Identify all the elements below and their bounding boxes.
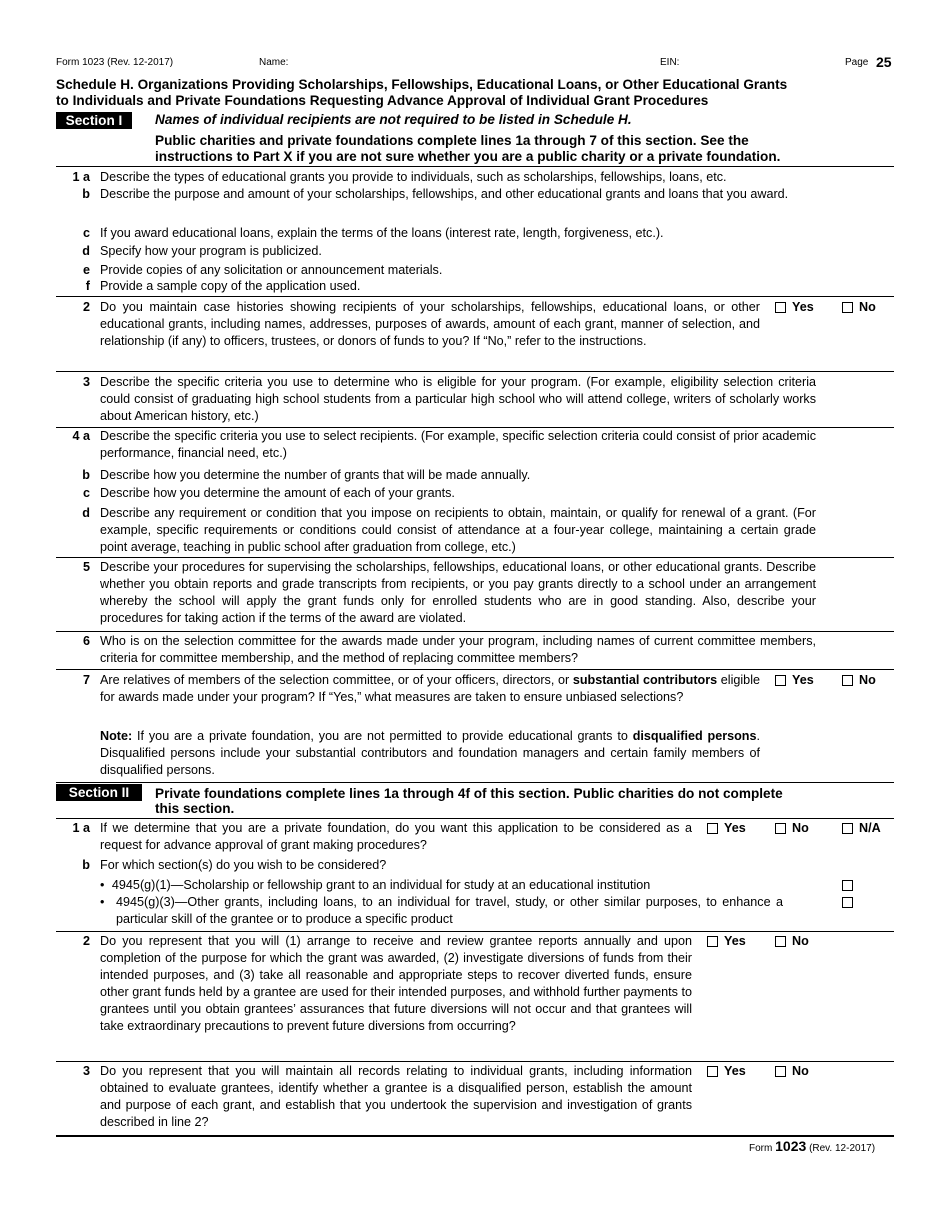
yes-label: Yes (792, 673, 814, 687)
no-label: No (792, 821, 809, 835)
line-number: 1 a (72, 821, 90, 835)
line-7-no-checkbox[interactable] (842, 675, 853, 686)
divider (56, 931, 894, 932)
yes-label: Yes (724, 934, 746, 948)
note-label: Note: (100, 729, 133, 743)
line-7-text-bold: substantial contributors (572, 673, 718, 687)
bullet: • (100, 878, 105, 892)
line-number: c (82, 226, 90, 240)
section-1-note: Names of individual recipients are not required to be listed in Schedule H. (155, 112, 632, 127)
note-text (100, 728, 760, 779)
line-text: Do you represent that you will (1) arrange to receive and review grantee reports annually and upon completion of the purpose for which the grant was awarded, (2) investigate diversions of funds from their intended purposes, and (3) take all reasonable and appropriate steps to recover diverted funds, ensure other grant funds held by a grantee are used for their intended purposes, and withhold further payments to grantees until you obtain grantees’ assurances that future diversions will not occur and that grantees will take extraordinary precautions to prevent future diversions from occurring? (100, 934, 692, 1033)
line-number: d (82, 506, 90, 520)
yes-label: Yes (792, 300, 814, 314)
note-text-a: If you are a private foundation, you are not permitted to provide educational grants to (132, 729, 633, 743)
section-1-label: Section I (56, 112, 132, 129)
line-number: b (82, 187, 90, 201)
line-number: 1 a (72, 170, 90, 184)
line-text: Describe how you determine the number of grants that will be made annually. (100, 468, 531, 482)
line-text: Describe your procedures for supervising the scholarships, fellowships, educational loans, or other educational grants. Describe whether you obtain reports and grade transcripts from recipients, or you pay grants directly to a school under an arrangement whereby the school will apply the grant funds only for enrolled students who are in good standing. Also, describe your procedures for taking action if the terms of the award are violated. (100, 560, 816, 625)
yes-label: Yes (724, 821, 746, 835)
yes-label: Yes (724, 1064, 746, 1078)
line-number: b (82, 468, 90, 482)
footer (749, 1138, 875, 1154)
section-2-label: Section II (56, 784, 142, 801)
option-4945g1-text: 4945(g)(1)—Scholarship or fellowship grant to an individual for study at an educational institution (111, 878, 651, 892)
line-text: Describe the purpose and amount of your scholarships, fellowships, and other educational grants and loans that you award. (100, 187, 789, 201)
divider (56, 818, 894, 819)
option-4945g1-checkbox[interactable] (842, 880, 853, 891)
note-text-bold: disqualified persons (632, 729, 757, 743)
divider (56, 669, 894, 670)
section-2-instructions-line2: this section. (155, 801, 235, 816)
schedule-title-line2: to Individuals and Private Foundations Requesting Advance Approval of Individual Grant Procedures (56, 93, 709, 108)
no-label: No (792, 1064, 809, 1078)
schedule-title-line1: Schedule H. Organizations Providing Scholarships, Fellowships, Educational Loans, or Other Educational Grants (56, 77, 788, 92)
divider (56, 371, 894, 372)
line-text: Do you maintain case histories showing recipients of your scholarships, fellowships, educational loans, or other educational grants, including names, addresses, purposes of awards, amount of each grant, manner of selection, and relationship (if any) to officers, trustees, or donors of funds to you? If “No,” refer to the instructions. (100, 300, 760, 348)
sec2-1a-yes-checkbox[interactable] (707, 823, 718, 834)
sec2-3-yes-checkbox[interactable] (707, 1066, 718, 1077)
line-text: Who is on the selection committee for the awards made under your program, including names of current committee members, criteria for committee membership, and the method of replacing committee members? (100, 634, 816, 665)
line-text: Provide a sample copy of the application used. (100, 279, 361, 293)
line-text: If we determine that you are a private foundation, do you want this application to be considered as a request for advance approval of grant making procedures? (100, 821, 692, 852)
divider (56, 1135, 894, 1137)
line-text: Describe the specific criteria you use to select recipients. (For example, specific selection criteria could consist of prior academic performance, financial need, etc.) (100, 429, 816, 460)
page-label: Page (845, 57, 869, 68)
line-number: 3 (82, 1064, 90, 1078)
option-4945g3-text: 4945(g)(3)—Other grants, including loans, to an individual for travel, study, or other similar purposes, to enhance a particular skill of the grantee or to produce a specific product (116, 895, 783, 926)
divider (56, 782, 894, 783)
divider (56, 296, 894, 297)
option-4945g1 (100, 877, 780, 894)
option-4945g3 (100, 894, 783, 928)
line-number: 2 (82, 300, 90, 314)
line-text: Describe any requirement or condition that you impose on recipients to obtain, maintain, or qualify for renewal of a grant. (For example, specific requirements or conditions could consist of attendance at a four-year college, maintaining a certain grade point average, teaching in public school after graduation from college, etc.) (100, 506, 816, 554)
line-number: 5 (82, 560, 90, 574)
bullet: • (100, 895, 105, 909)
line-text: Describe the specific criteria you use to determine who is eligible for your program. (For example, eligibility selection criteria could consist of graduating high school students from a particular high school who will attend college, writers of scholarly works about American history, etc.) (100, 375, 816, 423)
line-text: Specify how your program is publicized. (100, 244, 322, 258)
note-text-c: . Disqualified persons include your substantial contributors and foundation managers and certain family members of disqualified persons. (100, 729, 761, 777)
line-text: Provide copies of any solicitation or announcement materials. (100, 263, 443, 277)
line-number: b (82, 858, 90, 872)
line-number: 6 (82, 634, 90, 648)
no-label: No (859, 300, 876, 314)
divider (56, 631, 894, 632)
line-2-no-checkbox[interactable] (842, 302, 853, 313)
no-label: No (859, 673, 876, 687)
divider (56, 1061, 894, 1062)
line-text: Do you represent that you will maintain all records relating to individual grants, including information obtained to evaluate grantees, identify whether a grantee is a disqualified person, establish the amount and purpose of each grant, and establish that you undertook the supervision and investigation of grants described in line 2? (100, 1064, 692, 1129)
footer-revision: (Rev. 12-2017) (809, 1143, 876, 1154)
form-page (56, 0, 894, 1230)
option-4945g3-checkbox[interactable] (842, 897, 853, 908)
footer-form-word: Form (749, 1143, 773, 1154)
name-label: Name: (259, 57, 289, 68)
form-revision: Form 1023 (Rev. 12-2017) (56, 57, 174, 68)
section-1-instructions-line1: Public charities and private foundations complete lines 1a through 7 of this section. See the (155, 133, 749, 148)
line-text: Describe the types of educational grants you provide to individuals, such as scholarships, fellowships, loans, etc. (100, 170, 727, 184)
line-text: For which section(s) do you wish to be considered? (100, 858, 387, 872)
sec2-1a-na-checkbox[interactable] (842, 823, 853, 834)
line-2-yes-checkbox[interactable] (775, 302, 786, 313)
line-number: d (82, 244, 90, 258)
divider (56, 557, 894, 558)
line-number: 7 (82, 673, 90, 687)
line-number: 2 (82, 934, 90, 948)
line-7-yes-checkbox[interactable] (775, 675, 786, 686)
section-1-instructions-line2: instructions to Part X if you are not sure whether you are a public charity or a private foundation. (155, 149, 781, 164)
no-label: No (792, 934, 809, 948)
divider (56, 166, 894, 167)
section-2-instructions-line1: Private foundations complete lines 1a through 4f of this section. Public charities do not complete (155, 786, 783, 801)
footer-form-number: 1023 (775, 1138, 807, 1154)
line-text: If you award educational loans, explain the terms of the loans (interest rate, length, forgiveness, etc.). (100, 226, 664, 240)
line-number: 3 (82, 375, 90, 389)
sec2-1a-no-checkbox[interactable] (775, 823, 786, 834)
line-number: f (85, 279, 90, 293)
sec2-2-yes-checkbox[interactable] (707, 936, 718, 947)
line-number: 4 a (72, 429, 90, 443)
line-text: Describe how you determine the amount of each of your grants. (100, 486, 455, 500)
na-label: N/A (859, 821, 881, 835)
line-7-text-c: eligible for awards made under your program? If “Yes,” what measures are taken to ensure unbiased selections? (100, 673, 760, 704)
line-7-text-a: Are relatives of members of the selection committee, or of your officers, directors, or (100, 673, 573, 687)
line-number: c (82, 486, 90, 500)
ein-label: EIN: (660, 57, 680, 68)
line-text (100, 672, 760, 706)
sec2-2-no-checkbox[interactable] (775, 936, 786, 947)
sec2-3-no-checkbox[interactable] (775, 1066, 786, 1077)
line-number: e (82, 263, 90, 277)
page-number: 25 (876, 54, 892, 70)
